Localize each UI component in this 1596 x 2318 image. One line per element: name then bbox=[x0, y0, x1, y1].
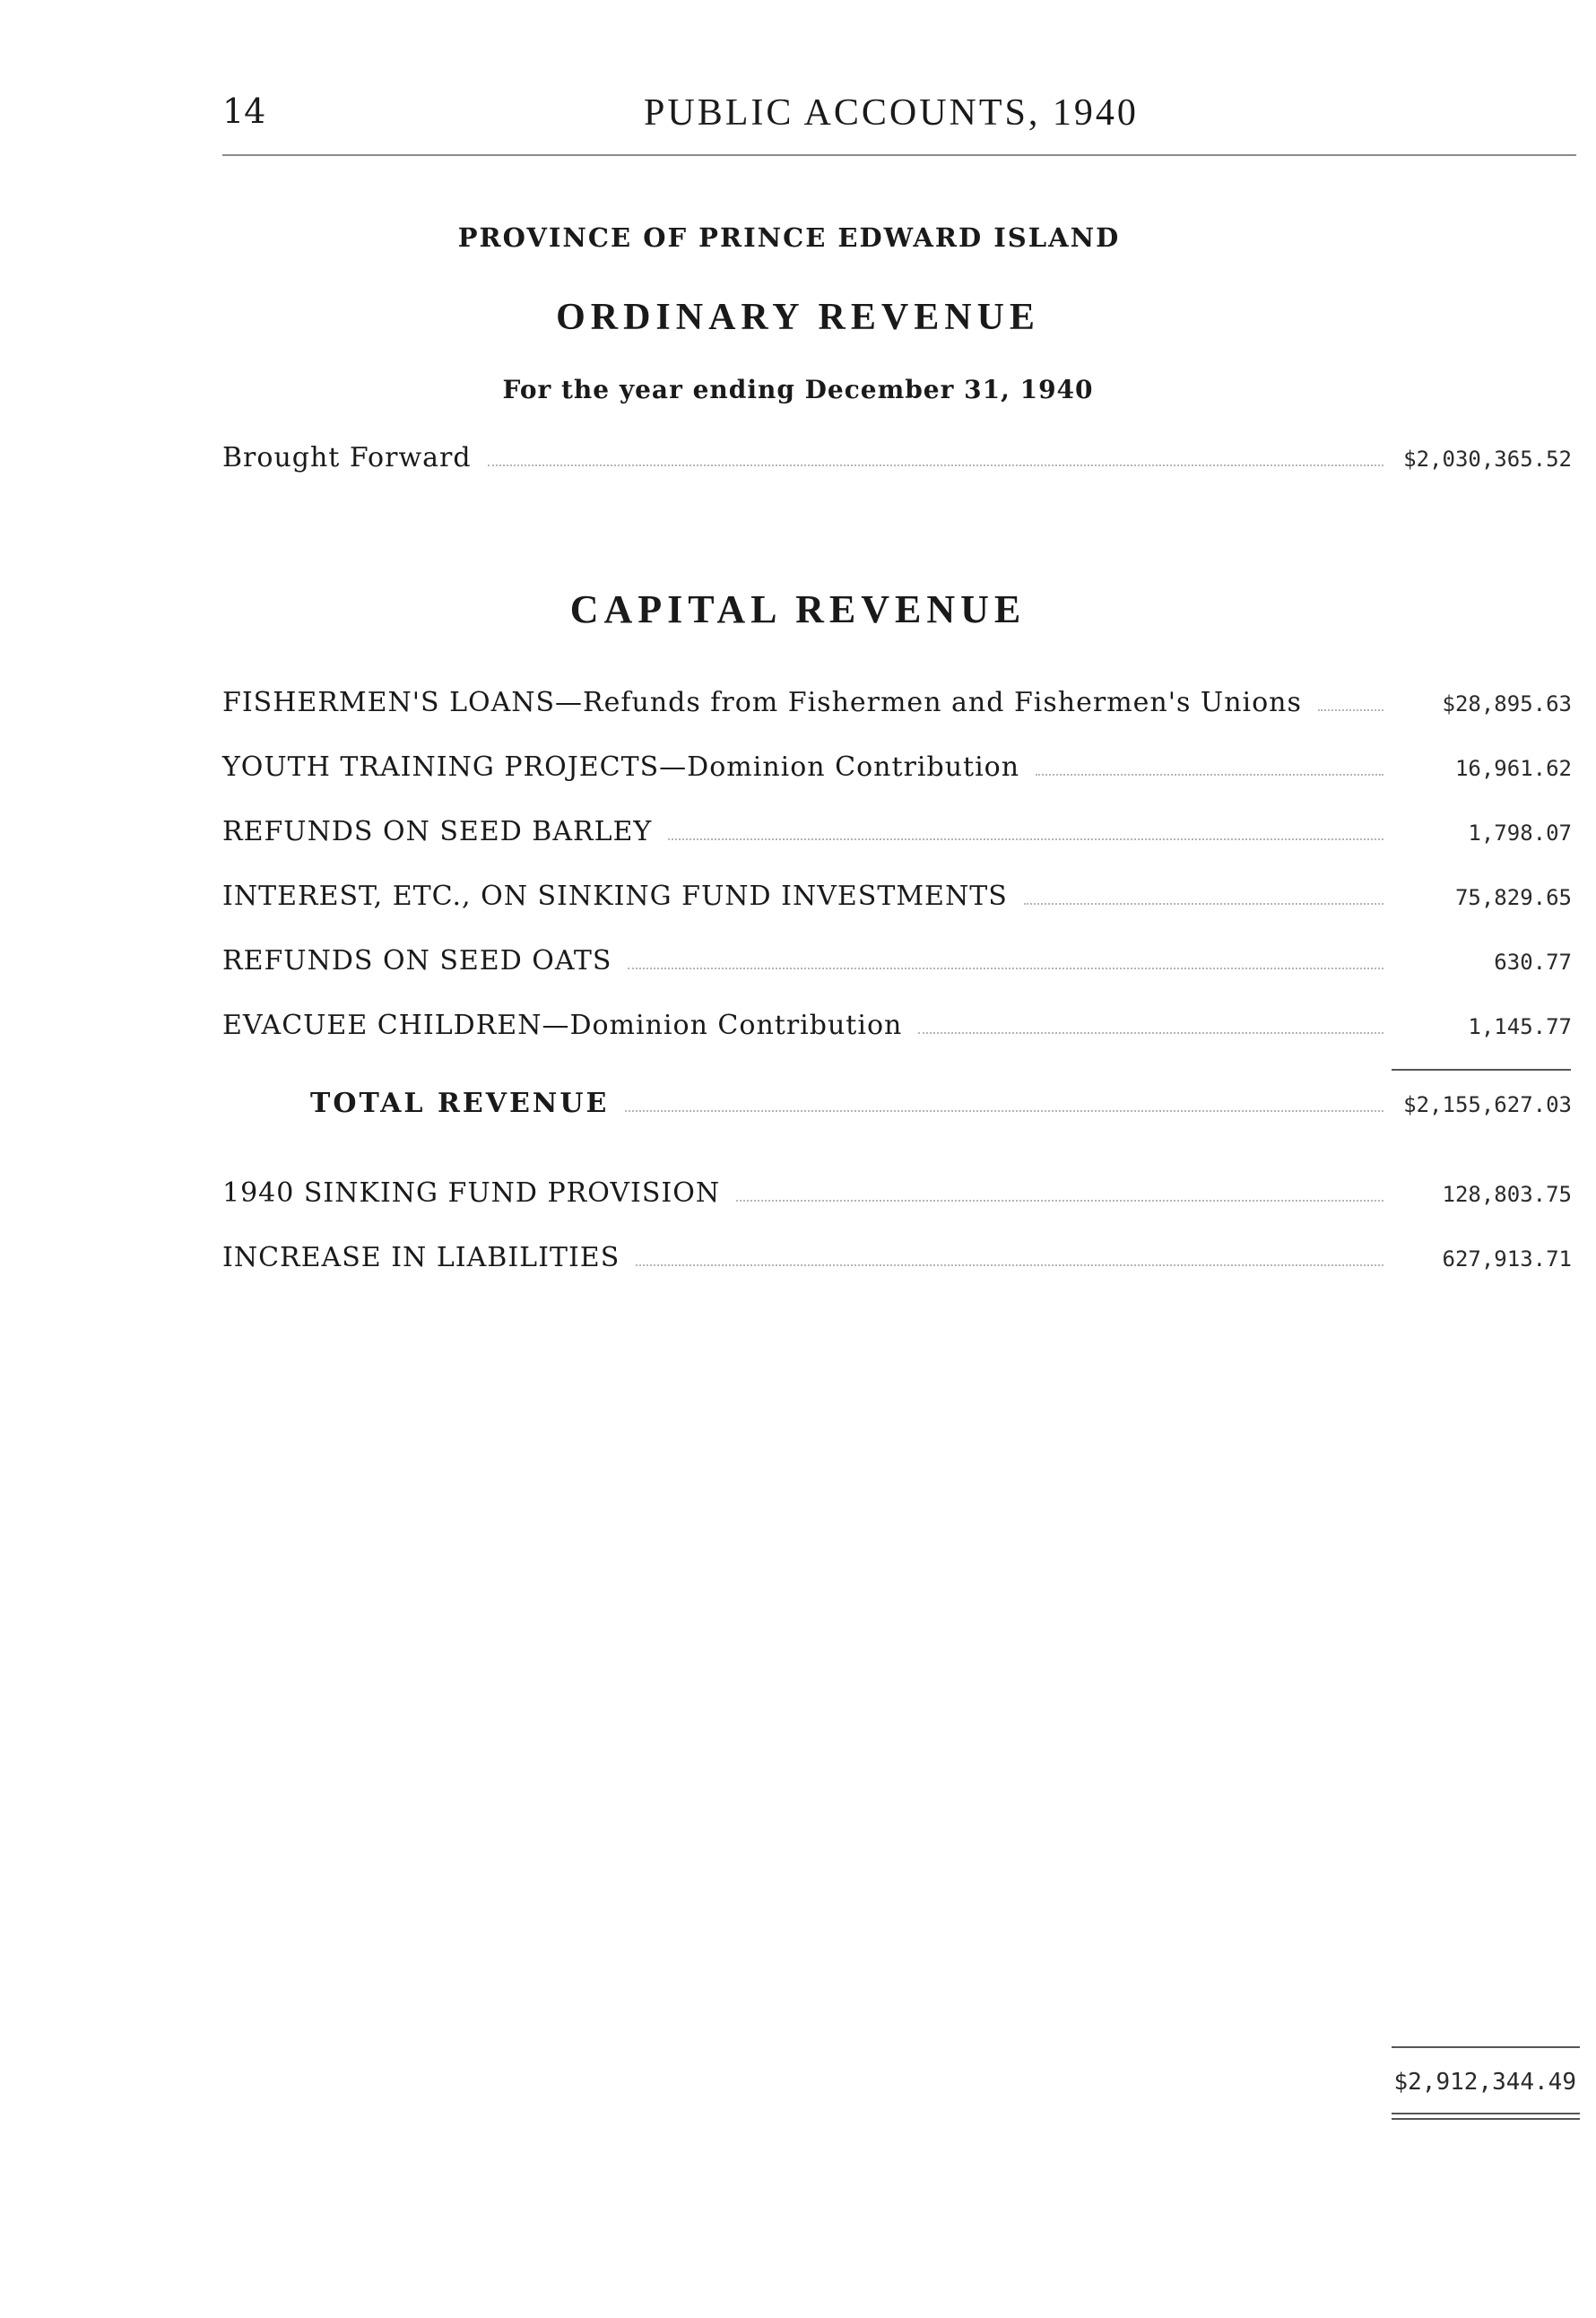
total-revenue-row bbox=[222, 1088, 1572, 1129]
other-item-row bbox=[222, 1242, 1572, 1283]
page-header bbox=[222, 91, 1576, 156]
other-item-label: 1940 SINKING FUND PROVISION bbox=[222, 1177, 721, 1209]
brought-forward-amount: $2,030,365.52 bbox=[1403, 447, 1572, 472]
province-heading: PROVINCE OF PRINCE EDWARD ISLAND bbox=[457, 222, 1121, 253]
dot-leader bbox=[636, 1263, 1383, 1266]
capital-item-label: YOUTH TRAINING PROJECTS—Dominion Contribution bbox=[222, 751, 1020, 783]
capital-item-row bbox=[222, 881, 1572, 922]
grand-total-double-rule bbox=[1392, 2113, 1580, 2120]
subtotal-rule bbox=[1392, 1069, 1571, 1071]
dot-leader bbox=[628, 967, 1383, 969]
capital-item-row bbox=[222, 687, 1572, 728]
capital-item-label: FISHERMEN'S LOANS—Refunds from Fishermen and Fishermen's Unions bbox=[222, 687, 1302, 718]
capital-item-amount: 75,829.65 bbox=[1454, 885, 1572, 910]
dot-leader bbox=[668, 838, 1383, 840]
other-item-label: INCREASE IN LIABILITIES bbox=[222, 1242, 620, 1273]
brought-forward-label: Brought Forward bbox=[222, 442, 472, 473]
page-number: 14 bbox=[222, 91, 266, 131]
total-revenue-label: TOTAL REVENUE bbox=[310, 1088, 610, 1119]
total-revenue-amount: $2,155,627.03 bbox=[1403, 1092, 1572, 1117]
capital-revenue-heading: CAPITAL REVENUE bbox=[569, 587, 1027, 631]
dot-leader bbox=[918, 1031, 1383, 1034]
dot-leader bbox=[1318, 708, 1383, 711]
capital-item-row bbox=[222, 816, 1572, 857]
other-item-amount: 627,913.71 bbox=[1442, 1246, 1572, 1272]
capital-item-amount: 1,798.07 bbox=[1468, 820, 1572, 846]
capital-item-row bbox=[222, 1010, 1572, 1051]
period-subheading: For the year ending December 31, 1940 bbox=[502, 375, 1094, 404]
other-item-amount: 128,803.75 bbox=[1442, 1182, 1572, 1207]
grand-total-top-rule bbox=[1392, 2046, 1580, 2048]
dot-leader bbox=[736, 1199, 1383, 1202]
brought-forward-row bbox=[222, 442, 1572, 483]
capital-item-label: REFUNDS ON SEED OATS bbox=[222, 945, 612, 977]
capital-item-label: EVACUEE CHILDREN—Dominion Contribution bbox=[222, 1010, 903, 1041]
running-title: PUBLIC ACCOUNTS, 1940 bbox=[644, 92, 1139, 134]
other-item-row bbox=[222, 1177, 1572, 1219]
capital-item-label: REFUNDS ON SEED BARLEY bbox=[222, 816, 653, 847]
dot-leader bbox=[1024, 902, 1383, 905]
capital-item-amount: 1,145.77 bbox=[1468, 1014, 1572, 1039]
dot-leader bbox=[1036, 773, 1383, 776]
grand-total-amount: $2,912,344.49 bbox=[1393, 2069, 1576, 2096]
capital-item-row bbox=[222, 751, 1572, 793]
capital-item-amount: 630.77 bbox=[1494, 950, 1572, 975]
capital-item-label: INTEREST, ETC., ON SINKING FUND INVESTMENTS bbox=[222, 881, 1008, 912]
dot-leader bbox=[488, 464, 1383, 466]
capital-item-amount: 16,961.62 bbox=[1454, 756, 1572, 781]
ordinary-revenue-heading: ORDINARY REVENUE bbox=[556, 297, 1040, 338]
capital-item-row bbox=[222, 945, 1572, 986]
capital-item-amount: $28,895.63 bbox=[1442, 691, 1572, 716]
dot-leader bbox=[625, 1109, 1383, 1112]
